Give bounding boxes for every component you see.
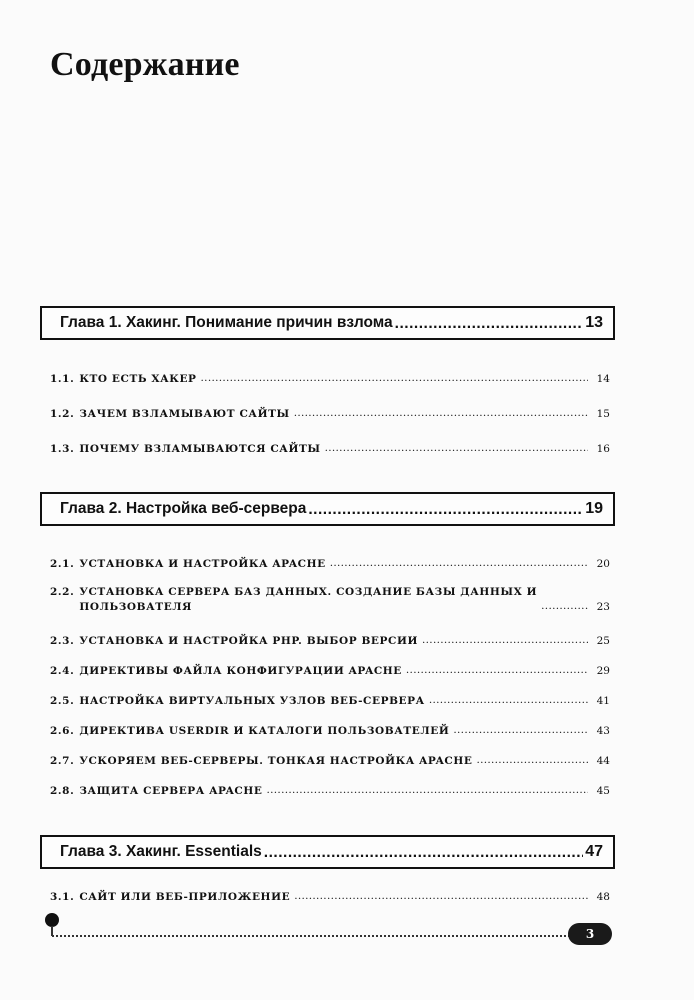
dot-leader [476, 754, 588, 767]
section-page: 29 [596, 665, 610, 677]
section-title: ПОЧЕМУ ВЗЛАМЫВАЮТСЯ САЙТЫ [79, 443, 321, 455]
section-number: 1.2. [50, 408, 75, 420]
section-page: 16 [596, 443, 610, 455]
section-title: ЗАЧЕМ ВЗЛАМЫВАЮТ САЙТЫ [79, 408, 290, 420]
section-number: 2.7. [50, 755, 75, 767]
toc-entry [50, 724, 610, 737]
chapter-page: 19 [585, 500, 603, 517]
dot-leader [264, 847, 583, 867]
page-title: Содержание [50, 46, 240, 83]
chapter-title: Глава 3. Хакинг. Essentials [60, 843, 262, 860]
toc-entry [50, 664, 610, 677]
toc-entry [50, 634, 610, 647]
section-page: 25 [596, 635, 610, 647]
section-title: ЗАЩИТА СЕРВЕРА APACHE [79, 785, 263, 797]
section-number: 2.5. [50, 695, 75, 707]
section-title: НАСТРОЙКА ВИРТУАЛЬНЫХ УЗЛОВ ВЕБ-СЕРВЕРА [79, 695, 425, 707]
section-title: УСТАНОВКА СЕРВЕРА БАЗ ДАННЫХ. СОЗДАНИЕ БАЗЫ ДАННЫХ И [79, 586, 538, 598]
dot-leader [429, 694, 588, 707]
section-page: 20 [596, 558, 610, 570]
dot-leader [330, 557, 588, 570]
section-title: ДИРЕКТИВЫ ФАЙЛА КОНФИГУРАЦИИ APACHE [79, 665, 402, 677]
toc-entry [50, 694, 610, 707]
toc-entry [50, 890, 610, 903]
section-number: 2.1. [50, 558, 75, 570]
toc-entry [50, 372, 610, 385]
dot-leader [201, 372, 588, 385]
toc-entry [50, 784, 610, 797]
chapter-2-heading [40, 492, 615, 526]
toc-entry [50, 586, 610, 613]
section-page: 41 [596, 695, 610, 707]
chapter-title: Глава 2. Настройка веб-сервера [60, 500, 307, 517]
dot-leader [294, 407, 588, 420]
toc-entry [50, 407, 610, 420]
section-title: ДИРЕКТИВА USERDIR И КАТАЛОГИ ПОЛЬЗОВАТЕЛЕЙ [79, 725, 450, 737]
dot-leader [541, 600, 588, 613]
dot-leader [395, 318, 584, 338]
dot-leader [406, 664, 588, 677]
page-number-badge: 3 [568, 923, 612, 945]
section-title-continued: ПОЛЬЗОВАТЕЛЯ [79, 601, 193, 613]
section-title-block [79, 586, 537, 613]
section-title: САЙТ ИЛИ ВЕБ-ПРИЛОЖЕНИЕ [79, 891, 291, 903]
dot-leader [267, 784, 588, 797]
chapter-3-heading [40, 835, 615, 869]
section-page: 23 [596, 601, 610, 613]
section-number: 1.3. [50, 443, 75, 455]
section-number: 3.1. [50, 891, 75, 903]
section-number: 2.4. [50, 665, 75, 677]
section-title: УСКОРЯЕМ ВЕБ-СЕРВЕРЫ. ТОНКАЯ НАСТРОЙКА APACHE [79, 755, 473, 767]
section-page: 48 [596, 891, 610, 903]
section-page: 45 [596, 785, 610, 797]
toc-entry [50, 754, 610, 767]
chapter-page: 13 [585, 314, 603, 331]
footer-dotted-rule [52, 935, 570, 937]
section-page: 14 [596, 373, 610, 385]
dot-leader [294, 890, 588, 903]
section-title: УСТАНОВКА И НАСТРОЙКА APACHE [79, 558, 326, 570]
dot-leader [453, 724, 588, 737]
toc-entry [50, 557, 610, 570]
section-page: 15 [596, 408, 610, 420]
footer-bullet-ornament [45, 913, 59, 927]
chapter-1-heading [40, 306, 615, 340]
section-title: КТО ЕСТЬ ХАКЕР [79, 373, 197, 385]
section-number: 2.3. [50, 635, 75, 647]
section-number: 1.1. [50, 373, 75, 385]
chapter-title: Глава 1. Хакинг. Понимание причин взлома [60, 314, 393, 331]
section-number: 2.6. [50, 725, 75, 737]
section-page: 43 [596, 725, 610, 737]
dot-leader [308, 504, 583, 524]
section-number: 2.8. [50, 785, 75, 797]
dot-leader [422, 634, 588, 647]
toc-entry [50, 442, 610, 455]
chapter-page: 47 [585, 843, 603, 860]
section-page: 44 [596, 755, 610, 767]
dot-leader [325, 442, 588, 455]
section-title: УСТАНОВКА И НАСТРОЙКА PHP. ВЫБОР ВЕРСИИ [79, 635, 419, 647]
section-number: 2.2. [50, 586, 75, 598]
